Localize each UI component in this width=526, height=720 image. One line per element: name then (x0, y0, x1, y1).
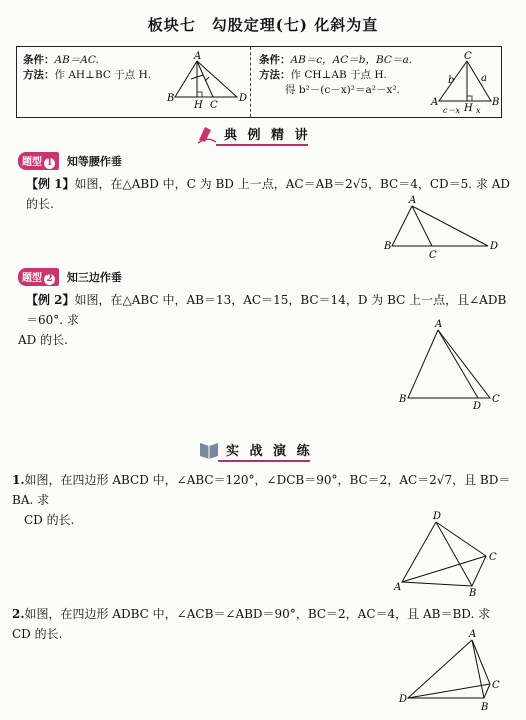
p1-label-A: A (394, 582, 402, 593)
ex1-label-A: A (409, 195, 417, 206)
problem-text-line1: 如图，在四边形 ABCD 中，∠ABC＝120°，∠DCB＝90°，BC＝2，AC＝2√7，且 BD＝BA. 求 (12, 473, 511, 507)
summary-left-text (23, 53, 151, 83)
method-label: 方法： (23, 69, 55, 81)
type-tag-text: 题型 (22, 273, 42, 284)
ex2-label-A: A (435, 319, 443, 330)
type-title: 知等腰作垂 (66, 155, 122, 168)
ex1-label-B: B (384, 241, 392, 252)
fig2-label-B: B (492, 97, 500, 108)
cond-text-2: AB＝c，AC＝b，BC＝a. (290, 54, 413, 66)
section-title: 典 例 精 讲 (224, 127, 311, 143)
fig1-label-A: A (194, 51, 202, 62)
fig2-label-C: C (464, 51, 472, 62)
p2-label-A: A (469, 629, 477, 640)
type-tag (18, 152, 59, 170)
p1-label-C: C (489, 552, 497, 563)
example1-figure (382, 194, 506, 260)
formula-text: 得 b²－(c－x)²＝a²－x². (285, 84, 400, 96)
section-banner-practice (198, 436, 328, 462)
example-text: 如图，在△ABD 中，C 为 BD 上一点，AC＝AB＝2√5，BC＝4，CD＝5. 求 AD 的长. (26, 177, 511, 211)
type-tag-number: 2 (44, 274, 55, 285)
p2-label-C: C (492, 680, 500, 691)
ex2-label-C: C (492, 394, 500, 405)
example-text-line2: AD 的长. (18, 333, 68, 347)
summary-right-text (259, 53, 412, 98)
method-text-2: 作 CH⊥AB 于点 H. (290, 69, 387, 81)
ex1-label-D: D (490, 241, 499, 252)
example-label: 【例 2】 (26, 293, 75, 307)
type-tag-number: 1 (44, 158, 55, 169)
p1-label-D: D (433, 511, 442, 522)
cond-label-2: 条件： (259, 54, 291, 66)
problem-text: 如图，在四边形 ADBC 中，∠ACB＝∠ABD＝90°，BC＝2，AC＝4，且 AB＝BD. 求 CD 的长. (12, 607, 491, 641)
isosceles-figure (167, 51, 252, 113)
fig1-label-C: C (210, 100, 218, 111)
problem-number: 1. (12, 473, 25, 487)
cond-text: AB＝AC. (54, 54, 99, 66)
p2-label-B: B (481, 702, 489, 713)
problem-number: 2. (12, 607, 25, 621)
fig2-label-a: a (481, 73, 487, 84)
method-text: 作 AH⊥BC 于点 H. (54, 69, 152, 81)
type-tag-text: 题型 (22, 157, 42, 168)
general-triangle-figure (429, 51, 501, 115)
page-title: 板块七 勾股定理(七) 化斜为直 (147, 16, 379, 34)
method-label-2: 方法： (259, 69, 291, 81)
method-summary-box (16, 46, 502, 118)
cond-label: 条件： (23, 54, 55, 66)
section-title: 实 战 演 练 (226, 443, 313, 459)
fig2-label-x: x (476, 106, 481, 115)
fig1-label-B: B (167, 93, 175, 104)
problem-text-line2: CD 的长. (24, 513, 75, 527)
problem2-figure (398, 628, 508, 714)
type1-heading (18, 152, 122, 170)
type2-heading (18, 268, 122, 286)
fig2-label-A: A (431, 97, 439, 108)
fig1-label-D: D (239, 93, 248, 104)
ex1-label-C: C (429, 250, 437, 261)
banner-underline (216, 144, 308, 146)
banner-underline (218, 460, 310, 462)
type-tag (18, 268, 59, 286)
problem1-figure (392, 510, 508, 599)
p2-label-D: D (399, 694, 408, 705)
example-text-line1: 如图，在△ABC 中，AB＝13，AC＝15，BC＝14，D 为 BC 上一点，且∠ADB＝60°. 求 (26, 293, 507, 327)
p1-label-B: B (469, 588, 477, 599)
pen-icon (196, 122, 218, 144)
type-title: 知三边作垂 (66, 271, 122, 284)
book-icon (198, 438, 220, 460)
example2-figure (398, 318, 506, 410)
fig1-label-H: H (194, 100, 203, 111)
fig2-label-cx: c－x (443, 106, 460, 115)
ex2-label-B: B (399, 394, 407, 405)
example-label: 【例 1】 (26, 177, 75, 191)
fig2-label-b: b (448, 75, 455, 86)
ex2-label-D: D (473, 401, 482, 412)
section-banner-examples (196, 120, 326, 146)
fig2-label-H: H (464, 103, 473, 114)
